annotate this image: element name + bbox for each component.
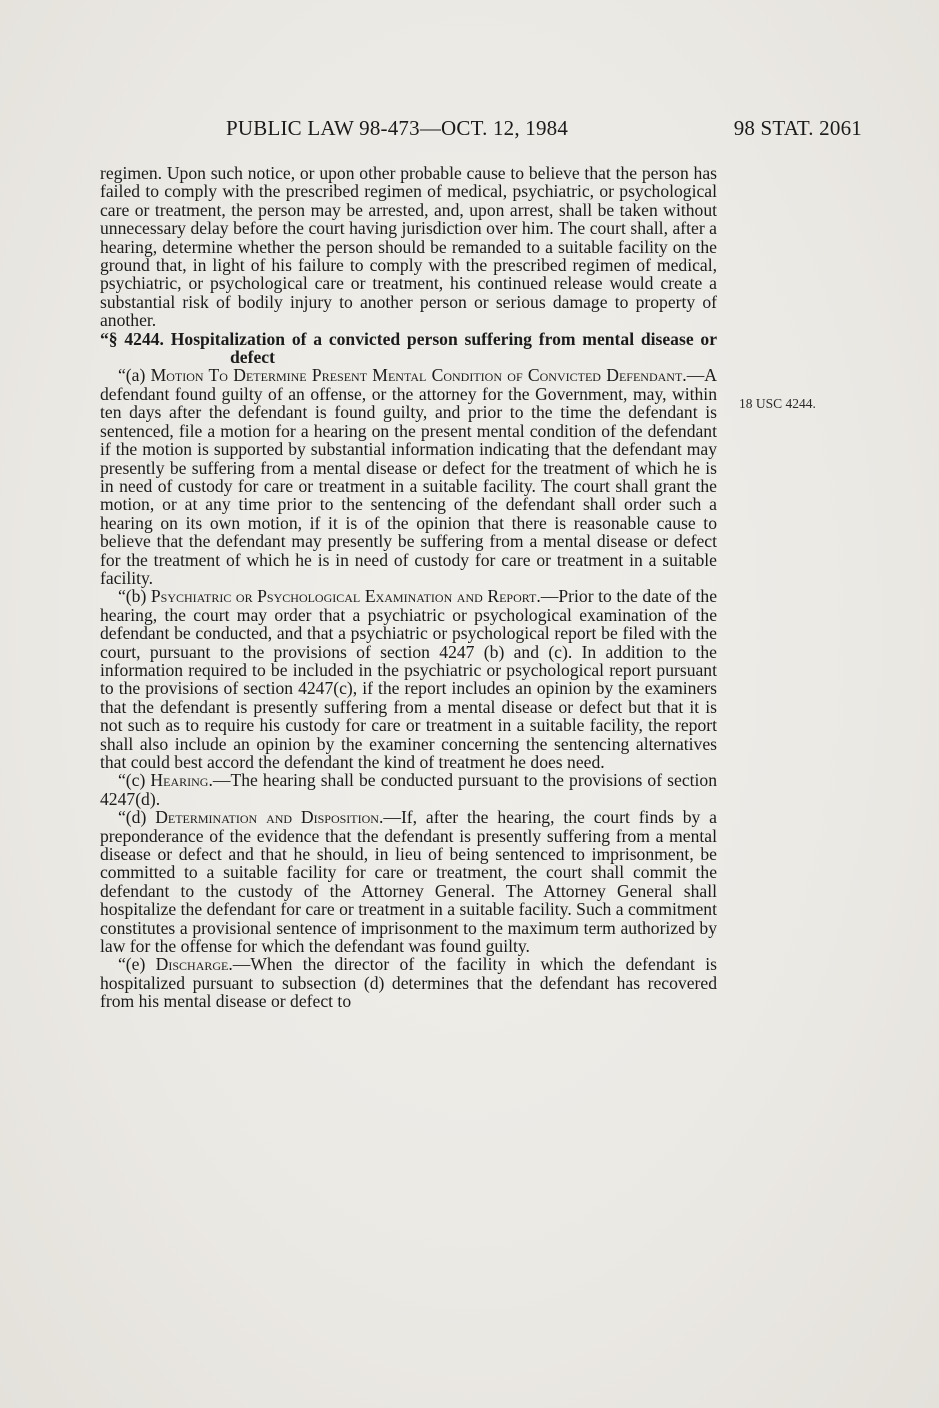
statute-page-number: 98 STAT. 2061: [733, 116, 862, 140]
subsection-heading: Discharge.: [155, 954, 233, 975]
margin-citation: 18 USC 4244.: [739, 396, 816, 411]
subsection-label: “(a): [118, 365, 151, 386]
subsection-text: —A defendant found guilty of an offense, or the attorney for the Government, may, within ten days after the defendant is found guilty, and prior to the time the defendant is sentenced, file a motion for a hearing on the present mental condition of the defendant if the motion is supported by substantial information indicating that the defendant may presently be suffering from a mental disease or defect for the treatment of which he is in need of custody for care or treatment in a suitable facility. The court shall grant the motion, or at any time prior to the sentencing of the defendant shall order such a hearing on its own motion, if it is of the opinion that there is reasonable cause to believe that the defendant may presently be suffering from a mental disease or defect for the treatment of which he is in need of custody for care or treatment in a suitable facility.: [100, 365, 717, 588]
subsection-text: —When the director of the facility in which the defendant is hospitalized pursuant to subsection (d) determines that the defendant has recovered from his mental disease or defect to: [100, 954, 717, 1012]
subsection-label: “(d): [118, 807, 156, 828]
subsection-text: —If, after the hearing, the court finds by a preponderance of the evidence that the defendant is presently suffering from a mental disease or defect and that he should, in lieu of being sentenced to imprisonment, be committed to a suitable facility for care or treatment, the court shall commit the defendant to the custody of the Attorney General. The Attorney General shall hospitalize the defendant for care or treatment in a suitable facility. Such a commitment constitutes a provisional sentence of imprisonment to the maximum term authorized by law for the offense for which the defendant was found guilty.: [100, 807, 717, 957]
section-title: Hospitalization of a convicted person suffering from mental disease or defect: [170, 328, 717, 368]
subsection-d: [100, 808, 717, 955]
subsection-text: —Prior to the date of the hearing, the court may order that a psychiatric or psychological examination of the defendant be conducted, and that a psychiatric or psychological report be filed with the court, pursuant to the provisions of section 4247 (b) and (c). In addition to the information required to be included in the psychiatric or psychological report pursuant to the provisions of section 4247(c), if the report includes an opinion by the examiners that the defendant is presently suffering from a mental disease or defect but that it is not such as to require his custody for care or treatment in a suitable facility, the report shall also include an opinion by the examiner concerning the sentencing alternatives that could best accord the defendant the kind of treatment he does need.: [100, 586, 718, 772]
subsection-label: “(b): [118, 586, 151, 607]
subsection-a: [100, 366, 717, 587]
subsection-heading: Psychiatric or Psychological Examination and Report.: [150, 586, 541, 607]
subsection-e: [100, 955, 717, 1010]
subsection-text: —The hearing shall be conducted pursuant to the provisions of section 4247(d).: [100, 770, 717, 809]
continuation-paragraph: regimen. Upon such notice, or upon other probable cause to believe that the person has failed to comply with the prescribed regimen of medical, psychiatric, or psychological care or treatment, the person may be arrested, and, upon arrest, shall be taken without unnecessary delay before the court having jurisdiction over him. The court shall, after a hearing, determine whether the person should be remanded to a suitable facility on the ground that, in light of his failure to comply with the prescribed regimen of medical, psychiatric, or psychological care or treatment, his continued release would create a substantial risk of bodily injury to another person or serious damage to property of another.: [100, 163, 717, 331]
subsection-b: [100, 587, 717, 771]
page-header: [226, 116, 862, 146]
body-text: [100, 164, 717, 1011]
section-heading: [100, 330, 717, 367]
section-number: “§ 4244.: [100, 328, 164, 349]
subsection-label: “(c): [118, 770, 151, 791]
public-law-title: PUBLIC LAW 98-473—OCT. 12, 1984: [226, 116, 569, 140]
subsection-heading: Determination and Disposition.: [155, 807, 384, 828]
subsection-heading: Hearing.: [150, 770, 213, 791]
subsection-label: “(e): [118, 954, 156, 975]
subsection-heading: Motion To Determine Present Mental Condition of Convicted Defendant.: [150, 365, 687, 386]
subsection-c: [100, 771, 717, 808]
